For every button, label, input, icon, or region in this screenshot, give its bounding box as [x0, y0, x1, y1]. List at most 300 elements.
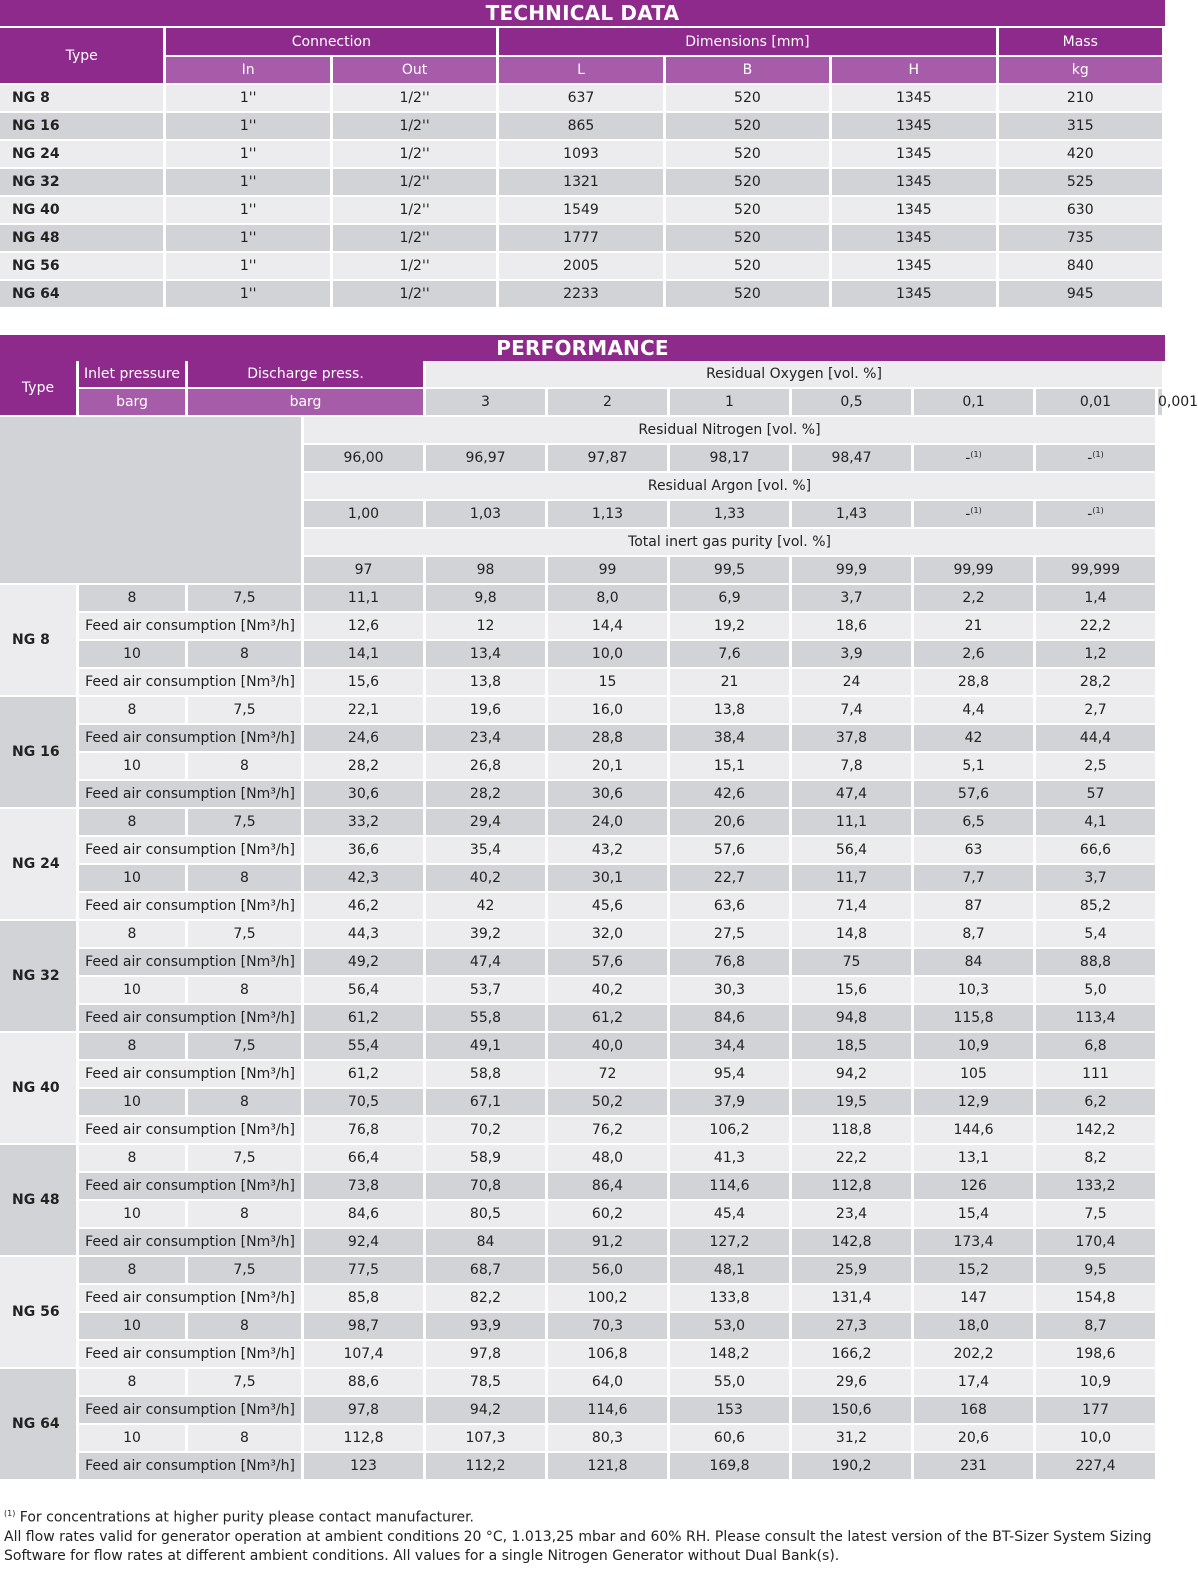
flow-value-cell: 106,2 [670, 1117, 789, 1143]
type-header: Type [0, 28, 163, 83]
discharge-pressure-cell: 7,5 [188, 809, 301, 835]
dash-value: - [1087, 506, 1093, 523]
table-row [0, 1313, 1162, 1339]
flow-value-cell: 28,8 [914, 669, 1033, 695]
discharge-pressure-cell: 7,5 [188, 585, 301, 611]
technical-data-table [0, 26, 1165, 309]
flow-value-cell: 64,0 [548, 1369, 667, 1395]
flow-value-cell: 35,4 [426, 837, 545, 863]
flow-value-cell: 42,6 [670, 781, 789, 807]
table-row [0, 253, 1162, 279]
b-header: B [666, 57, 829, 83]
feed-air-label: Feed air consumption [Nm³/h] [79, 1005, 301, 1031]
flow-value-cell: 30,6 [304, 781, 423, 807]
residual-argon-value-cell [914, 501, 1033, 527]
discharge-pressure-cell: 8 [188, 753, 301, 779]
total-purity-value-cell: 98 [426, 557, 545, 583]
flow-value-cell: 177 [1036, 1397, 1155, 1423]
type-cell: NG 24 [0, 141, 163, 167]
flow-value-cell: 56,4 [304, 977, 423, 1003]
flow-value-cell: 21 [670, 669, 789, 695]
flow-value-cell: 26,8 [426, 753, 545, 779]
discharge-pressure-cell: 7,5 [188, 697, 301, 723]
value-cell: 520 [666, 85, 829, 111]
value-cell: 1321 [499, 169, 662, 195]
table-row [0, 1173, 1162, 1199]
flow-value-cell: 92,4 [304, 1229, 423, 1255]
flow-value-cell: 7,7 [914, 865, 1033, 891]
residual-nitrogen-value-cell: 96,97 [426, 445, 545, 471]
table-row [0, 1089, 1162, 1115]
model-type-cell: NG 56 [0, 1257, 76, 1367]
flow-value-cell: 24,6 [304, 725, 423, 751]
type-cell: NG 8 [0, 85, 163, 111]
flow-value-cell: 4,4 [914, 697, 1033, 723]
flow-value-cell: 115,8 [914, 1005, 1033, 1031]
feed-air-label: Feed air consumption [Nm³/h] [79, 613, 301, 639]
table-row [0, 281, 1162, 307]
flow-value-cell: 112,8 [792, 1173, 911, 1199]
discharge-pressure-cell: 7,5 [188, 1369, 301, 1395]
flow-value-cell: 22,1 [304, 697, 423, 723]
flow-value-cell: 70,3 [548, 1313, 667, 1339]
flow-value-cell: 24 [792, 669, 911, 695]
flow-value-cell: 55,4 [304, 1033, 423, 1059]
oxygen-value-cell: 3 [426, 389, 545, 415]
flow-value-cell: 70,8 [426, 1173, 545, 1199]
flow-value-cell: 114,6 [670, 1173, 789, 1199]
feed-air-label: Feed air consumption [Nm³/h] [79, 837, 301, 863]
flow-value-cell: 6,8 [1036, 1033, 1155, 1059]
flow-value-cell: 7,5 [1036, 1201, 1155, 1227]
flow-value-cell: 60,6 [670, 1425, 789, 1451]
flow-value-cell: 7,4 [792, 697, 911, 723]
inlet-barg-header: barg [79, 389, 185, 415]
value-cell: 1'' [166, 113, 329, 139]
table-row [0, 725, 1162, 751]
dash-value: - [965, 506, 971, 523]
flow-value-cell: 11,7 [792, 865, 911, 891]
footnote-mark: (1) [970, 505, 982, 515]
flow-value-cell: 24,0 [548, 809, 667, 835]
flow-value-cell: 11,1 [304, 585, 423, 611]
feed-air-label: Feed air consumption [Nm³/h] [79, 1397, 301, 1423]
value-cell: 210 [999, 85, 1162, 111]
flow-value-cell: 37,8 [792, 725, 911, 751]
value-cell: 1/2'' [333, 281, 496, 307]
inlet-pressure-header: Inlet pressure [79, 361, 185, 387]
flow-value-cell: 76,8 [670, 949, 789, 975]
footnote-1 [4, 1504, 1166, 1528]
residual-argon-header: Residual Argon [vol. %] [304, 473, 1155, 499]
value-cell: 865 [499, 113, 662, 139]
flow-value-cell: 15,4 [914, 1201, 1033, 1227]
flow-value-cell: 17,4 [914, 1369, 1033, 1395]
table-row [0, 1033, 1162, 1059]
flow-value-cell: 13,1 [914, 1145, 1033, 1171]
flow-value-cell: 57,6 [914, 781, 1033, 807]
flow-value-cell: 63,6 [670, 893, 789, 919]
flow-value-cell: 19,5 [792, 1089, 911, 1115]
flow-value-cell: 10,0 [1036, 1425, 1155, 1451]
value-cell: 1'' [166, 141, 329, 167]
flow-value-cell: 33,2 [304, 809, 423, 835]
flow-value-cell: 71,4 [792, 893, 911, 919]
flow-value-cell: 169,8 [670, 1453, 789, 1479]
flow-value-cell: 36,6 [304, 837, 423, 863]
flow-value-cell: 41,3 [670, 1145, 789, 1171]
inlet-pressure-cell: 10 [79, 641, 185, 667]
flow-value-cell: 40,0 [548, 1033, 667, 1059]
flow-value-cell: 55,0 [670, 1369, 789, 1395]
flow-value-cell: 49,1 [426, 1033, 545, 1059]
flow-value-cell: 133,8 [670, 1285, 789, 1311]
value-cell: 1345 [832, 197, 995, 223]
flow-value-cell: 5,0 [1036, 977, 1155, 1003]
table-row [0, 141, 1162, 167]
flow-value-cell: 13,8 [670, 697, 789, 723]
footnote-mark: (1) [1092, 505, 1104, 515]
flow-value-cell: 25,9 [792, 1257, 911, 1283]
flow-value-cell: 112,8 [304, 1425, 423, 1451]
flow-value-cell: 118,8 [792, 1117, 911, 1143]
technical-data-title: TECHNICAL DATA [0, 0, 1165, 26]
inlet-pressure-cell: 8 [79, 1257, 185, 1283]
inlet-pressure-cell: 8 [79, 809, 185, 835]
discharge-pressure-cell: 8 [188, 641, 301, 667]
flow-value-cell: 28,2 [1036, 669, 1155, 695]
table-row [0, 1005, 1162, 1031]
flow-value-cell: 7,8 [792, 753, 911, 779]
flow-value-cell: 19,2 [670, 613, 789, 639]
dash-value: - [1087, 450, 1093, 467]
flow-value-cell: 45,6 [548, 893, 667, 919]
flow-value-cell: 94,2 [792, 1061, 911, 1087]
flow-value-cell: 95,4 [670, 1061, 789, 1087]
flow-value-cell: 82,2 [426, 1285, 545, 1311]
residual-nitrogen-value-cell: 96,00 [304, 445, 423, 471]
flow-value-cell: 12 [426, 613, 545, 639]
flow-value-cell: 14,4 [548, 613, 667, 639]
inlet-pressure-cell: 10 [79, 1425, 185, 1451]
table-row [0, 865, 1162, 891]
flow-value-cell: 131,4 [792, 1285, 911, 1311]
value-cell: 1345 [832, 169, 995, 195]
flow-value-cell: 63 [914, 837, 1033, 863]
inlet-pressure-cell: 8 [79, 1145, 185, 1171]
discharge-pressure-cell: 7,5 [188, 1257, 301, 1283]
flow-value-cell: 10,9 [914, 1033, 1033, 1059]
flow-value-cell: 86,4 [548, 1173, 667, 1199]
discharge-pressure-cell: 7,5 [188, 1145, 301, 1171]
table-row [0, 1061, 1162, 1087]
flow-value-cell: 9,5 [1036, 1257, 1155, 1283]
total-purity-header: Total inert gas purity [vol. %] [304, 529, 1155, 555]
flow-value-cell: 144,6 [914, 1117, 1033, 1143]
flow-value-cell: 12,6 [304, 613, 423, 639]
flow-value-cell: 121,8 [548, 1453, 667, 1479]
flow-value-cell: 126 [914, 1173, 1033, 1199]
flow-value-cell: 44,3 [304, 921, 423, 947]
discharge-pressure-cell: 8 [188, 865, 301, 891]
flow-value-cell: 231 [914, 1453, 1033, 1479]
oxygen-value-cell: 1 [670, 389, 789, 415]
flow-value-cell: 78,5 [426, 1369, 545, 1395]
table-row [0, 1257, 1162, 1283]
value-cell: 735 [999, 225, 1162, 251]
value-cell: 520 [666, 141, 829, 167]
flow-value-cell: 13,4 [426, 641, 545, 667]
flow-value-cell: 12,9 [914, 1089, 1033, 1115]
inlet-pressure-cell: 8 [79, 1033, 185, 1059]
feed-air-label: Feed air consumption [Nm³/h] [79, 1117, 301, 1143]
table-row [0, 1285, 1162, 1311]
flow-value-cell: 3,9 [792, 641, 911, 667]
footer-notes [4, 1504, 1166, 1566]
flow-value-cell: 8,0 [548, 585, 667, 611]
table-row [0, 85, 1162, 111]
model-type-cell: NG 8 [0, 585, 76, 695]
table-row [0, 837, 1162, 863]
flow-value-cell: 106,8 [548, 1341, 667, 1367]
residual-argon-value-cell: 1,43 [792, 501, 911, 527]
flow-value-cell: 21 [914, 613, 1033, 639]
flow-value-cell: 6,9 [670, 585, 789, 611]
flow-value-cell: 42,3 [304, 865, 423, 891]
flow-value-cell: 97,8 [426, 1341, 545, 1367]
flow-value-cell: 85,8 [304, 1285, 423, 1311]
flow-value-cell: 153 [670, 1397, 789, 1423]
flow-value-cell: 5,4 [1036, 921, 1155, 947]
flow-value-cell: 123 [304, 1453, 423, 1479]
flow-value-cell: 1,2 [1036, 641, 1155, 667]
value-cell: 1'' [166, 253, 329, 279]
flow-value-cell: 93,9 [426, 1313, 545, 1339]
flow-value-cell: 84 [914, 949, 1033, 975]
flow-value-cell: 55,8 [426, 1005, 545, 1031]
value-cell: 1'' [166, 169, 329, 195]
value-cell: 520 [666, 281, 829, 307]
flow-value-cell: 111 [1036, 1061, 1155, 1087]
flow-value-cell: 91,2 [548, 1229, 667, 1255]
flow-value-cell: 227,4 [1036, 1453, 1155, 1479]
inlet-pressure-cell: 8 [79, 585, 185, 611]
feed-air-label: Feed air consumption [Nm³/h] [79, 1061, 301, 1087]
discharge-pressure-header: Discharge press. [188, 361, 423, 387]
flow-value-cell: 22,2 [1036, 613, 1155, 639]
oxygen-value-cell: 0,01 [1036, 389, 1155, 415]
flow-value-cell: 142,2 [1036, 1117, 1155, 1143]
discharge-pressure-cell: 8 [188, 1425, 301, 1451]
flow-value-cell: 57,6 [670, 837, 789, 863]
flow-value-cell: 94,2 [426, 1397, 545, 1423]
flow-value-cell: 53,7 [426, 977, 545, 1003]
flow-value-cell: 10,0 [548, 641, 667, 667]
total-purity-value-cell: 99,99 [914, 557, 1033, 583]
type-cell: NG 40 [0, 197, 163, 223]
value-cell: 1549 [499, 197, 662, 223]
flow-value-cell: 6,5 [914, 809, 1033, 835]
flow-value-cell: 56,0 [548, 1257, 667, 1283]
flow-value-cell: 14,8 [792, 921, 911, 947]
feed-air-label: Feed air consumption [Nm³/h] [79, 781, 301, 807]
type-cell: NG 64 [0, 281, 163, 307]
flow-value-cell: 87 [914, 893, 1033, 919]
flow-value-cell: 2,6 [914, 641, 1033, 667]
flow-value-cell: 40,2 [548, 977, 667, 1003]
value-cell: 1345 [832, 225, 995, 251]
flow-value-cell: 18,5 [792, 1033, 911, 1059]
flow-value-cell: 75 [792, 949, 911, 975]
model-type-cell: NG 48 [0, 1145, 76, 1255]
flow-value-cell: 170,4 [1036, 1229, 1155, 1255]
type-cell: NG 16 [0, 113, 163, 139]
value-cell: 520 [666, 225, 829, 251]
table-row [0, 949, 1162, 975]
table-row [0, 613, 1162, 639]
flow-value-cell: 88,8 [1036, 949, 1155, 975]
flow-value-cell: 70,2 [426, 1117, 545, 1143]
flow-value-cell: 127,2 [670, 1229, 789, 1255]
flow-value-cell: 10,9 [1036, 1369, 1155, 1395]
table-row [0, 1341, 1162, 1367]
table-row [0, 809, 1162, 835]
flow-value-cell: 112,2 [426, 1453, 545, 1479]
table-row [0, 697, 1162, 723]
table-row [0, 921, 1162, 947]
flow-value-cell: 1,4 [1036, 585, 1155, 611]
flow-value-cell: 18,0 [914, 1313, 1033, 1339]
flow-value-cell: 47,4 [426, 949, 545, 975]
flow-value-cell: 47,4 [792, 781, 911, 807]
value-cell: 945 [999, 281, 1162, 307]
feed-air-label: Feed air consumption [Nm³/h] [79, 1229, 301, 1255]
flow-value-cell: 16,0 [548, 697, 667, 723]
footnote-2: All flow rates valid for generator operation at ambient conditions 20 °C, 1.013,25 mbar and 60% RH. Please consult the latest version of the BT-Sizer System Sizing Software for flow rates at different ambient conditions. All values for a single Nitrogen Generator without Dual Bank(s). [4, 1528, 1152, 1564]
flow-value-cell: 150,6 [792, 1397, 911, 1423]
total-purity-value-cell: 97 [304, 557, 423, 583]
inlet-pressure-cell: 10 [79, 977, 185, 1003]
flow-value-cell: 198,6 [1036, 1341, 1155, 1367]
model-type-cell: NG 24 [0, 809, 76, 919]
flow-value-cell: 30,6 [548, 781, 667, 807]
flow-value-cell: 48,1 [670, 1257, 789, 1283]
flow-value-cell: 73,8 [304, 1173, 423, 1199]
table-row [0, 585, 1162, 611]
value-cell: 315 [999, 113, 1162, 139]
flow-value-cell: 48,0 [548, 1145, 667, 1171]
feed-air-label: Feed air consumption [Nm³/h] [79, 1341, 301, 1367]
flow-value-cell: 98,7 [304, 1313, 423, 1339]
flow-value-cell: 15,2 [914, 1257, 1033, 1283]
flow-value-cell: 42 [914, 725, 1033, 751]
table-row [0, 893, 1162, 919]
flow-value-cell: 57 [1036, 781, 1155, 807]
flow-value-cell: 154,8 [1036, 1285, 1155, 1311]
residual-argon-value-cell: 1,00 [304, 501, 423, 527]
inlet-pressure-cell: 10 [79, 1313, 185, 1339]
flow-value-cell: 66,4 [304, 1145, 423, 1171]
value-cell: 637 [499, 85, 662, 111]
flow-value-cell: 10,3 [914, 977, 1033, 1003]
value-cell: 1/2'' [333, 225, 496, 251]
residual-nitrogen-value-cell: 98,17 [670, 445, 789, 471]
value-cell: 630 [999, 197, 1162, 223]
flow-value-cell: 70,5 [304, 1089, 423, 1115]
flow-value-cell: 34,4 [670, 1033, 789, 1059]
value-cell: 1/2'' [333, 253, 496, 279]
value-cell: 1/2'' [333, 113, 496, 139]
value-cell: 520 [666, 169, 829, 195]
value-cell: 520 [666, 253, 829, 279]
h-header: H [832, 57, 995, 83]
footnote-mark: (1) [1092, 449, 1104, 459]
flow-value-cell: 44,4 [1036, 725, 1155, 751]
flow-value-cell: 66,6 [1036, 837, 1155, 863]
flow-value-cell: 85,2 [1036, 893, 1155, 919]
mass-header: Mass [999, 28, 1162, 55]
flow-value-cell: 133,2 [1036, 1173, 1155, 1199]
flow-value-cell: 18,6 [792, 613, 911, 639]
performance-title: PERFORMANCE [0, 335, 1165, 361]
value-cell: 1/2'' [333, 169, 496, 195]
value-cell: 1345 [832, 113, 995, 139]
flow-value-cell: 100,2 [548, 1285, 667, 1311]
flow-value-cell: 23,4 [792, 1201, 911, 1227]
table-row [0, 113, 1162, 139]
flow-value-cell: 45,4 [670, 1201, 789, 1227]
residual-oxygen-header: Residual Oxygen [vol. %] [426, 361, 1162, 387]
value-cell: 2005 [499, 253, 662, 279]
oxygen-value-cell: 2 [548, 389, 667, 415]
total-purity-value-cell: 99,5 [670, 557, 789, 583]
table-row [0, 977, 1162, 1003]
flow-value-cell: 67,1 [426, 1089, 545, 1115]
feed-air-label: Feed air consumption [Nm³/h] [79, 1453, 301, 1479]
blank-cell [0, 417, 301, 583]
flow-value-cell: 84 [426, 1229, 545, 1255]
flow-value-cell: 19,6 [426, 697, 545, 723]
discharge-pressure-cell: 7,5 [188, 921, 301, 947]
total-purity-value-cell: 99 [548, 557, 667, 583]
inlet-pressure-cell: 8 [79, 921, 185, 947]
table-row [0, 669, 1162, 695]
flow-value-cell: 173,4 [914, 1229, 1033, 1255]
flow-value-cell: 28,2 [304, 753, 423, 779]
type-cell: NG 48 [0, 225, 163, 251]
residual-argon-value-cell: 1,13 [548, 501, 667, 527]
flow-value-cell: 8,2 [1036, 1145, 1155, 1171]
table-row [0, 1425, 1162, 1451]
value-cell: 1345 [832, 85, 995, 111]
feed-air-label: Feed air consumption [Nm³/h] [79, 725, 301, 751]
table-row [0, 1117, 1162, 1143]
kg-header: kg [999, 57, 1162, 83]
model-type-cell: NG 40 [0, 1033, 76, 1143]
table-row [0, 1145, 1162, 1171]
footnote-mark: (1) [4, 1509, 16, 1518]
value-cell: 1'' [166, 197, 329, 223]
flow-value-cell: 76,8 [304, 1117, 423, 1143]
flow-value-cell: 37,9 [670, 1089, 789, 1115]
value-cell: 1/2'' [333, 197, 496, 223]
flow-value-cell: 27,3 [792, 1313, 911, 1339]
table-row [0, 753, 1162, 779]
flow-value-cell: 3,7 [1036, 865, 1155, 891]
performance-table [0, 359, 1198, 1481]
dash-value: - [965, 450, 971, 467]
flow-value-cell: 49,2 [304, 949, 423, 975]
